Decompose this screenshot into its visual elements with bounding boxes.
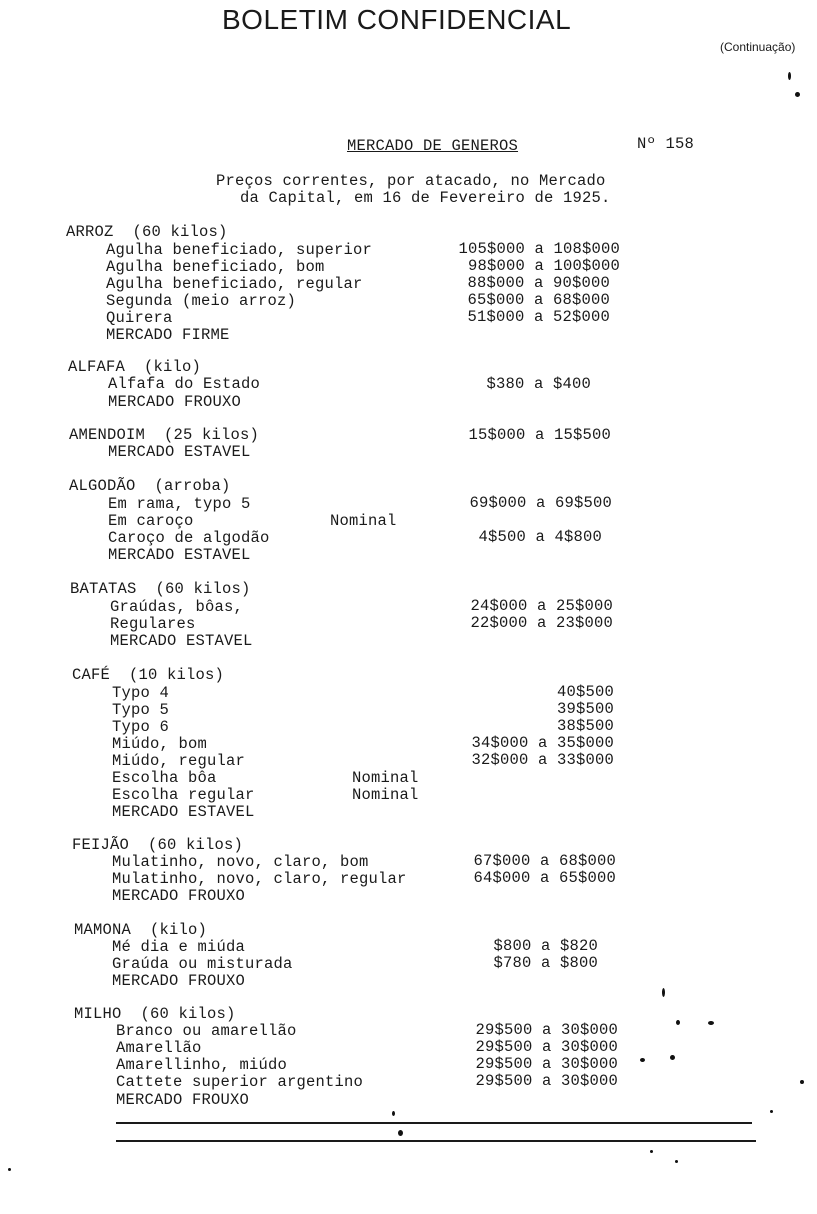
- bulletin-number: Nº 158: [637, 135, 695, 153]
- item-price: 29$500 a 30$000: [475, 1021, 618, 1039]
- scan-speck: [670, 1055, 675, 1060]
- item-price: 105$000 a 108$000: [458, 240, 620, 258]
- item-name: Graúdas, bôas,: [110, 598, 244, 616]
- group-heading: MAMONA (kilo): [74, 921, 208, 939]
- item-name: Caroço de algodão: [108, 529, 270, 547]
- item-name: Segunda (meio arroz): [106, 292, 297, 310]
- item-name: Miúdo, bom: [112, 735, 208, 753]
- market-status: MERCADO ESTAVEL: [110, 632, 253, 650]
- item-price: 39$500: [556, 700, 614, 718]
- group-heading: ARROZ (60 kilos): [66, 223, 228, 241]
- item-name: Amarellão: [116, 1039, 202, 1057]
- item-name: Mulatinho, novo, claro, bom: [112, 853, 369, 871]
- item-name: Graúda ou misturada: [112, 955, 293, 973]
- item-name: Em caroço: [108, 512, 194, 530]
- item-price: $800 a $820: [493, 937, 598, 955]
- item-price: 29$500 a 30$000: [475, 1072, 618, 1090]
- item-price: 38$500: [556, 717, 614, 735]
- intro-line-2: da Capital, em 16 de Fevereiro de 1925.: [240, 189, 611, 207]
- item-name: Branco ou amarellão: [116, 1022, 297, 1040]
- scan-speck: [640, 1058, 645, 1062]
- item-price: 34$000 a 35$000: [471, 734, 614, 752]
- item-price: $780 a $800: [493, 954, 598, 972]
- group-heading: ALFAFA (kilo): [68, 358, 202, 376]
- scan-speck: [662, 988, 665, 997]
- market-status: MERCADO FROUXO: [116, 1091, 250, 1109]
- group-heading: ALGODÃO (arroba): [69, 477, 231, 495]
- market-status: MERCADO FROUXO: [112, 972, 246, 990]
- item-name: Typo 4: [112, 684, 170, 702]
- item-name: Typo 6: [112, 718, 170, 736]
- item-name: Amarellinho, miúdo: [116, 1056, 288, 1074]
- item-price: 98$000 a 100$000: [467, 257, 620, 275]
- group-heading: MILHO (60 kilos): [74, 1005, 236, 1023]
- item-price: 15$000 a 15$500: [468, 426, 611, 444]
- item-note: Nominal: [330, 512, 397, 530]
- scan-speck: [650, 1150, 653, 1153]
- item-name: Alfafa do Estado: [108, 375, 261, 393]
- market-status: MERCADO ESTAVEL: [108, 443, 251, 461]
- item-price: 88$000 a 90$000: [467, 274, 610, 292]
- scan-speck: [708, 1021, 714, 1025]
- scan-speck: [675, 1160, 678, 1163]
- group-heading: AMENDOIM (25 kilos): [69, 426, 260, 444]
- item-price: 32$000 a 33$000: [471, 751, 614, 769]
- item-name: Mé dia e miúda: [112, 938, 246, 956]
- scan-speck: [8, 1168, 11, 1171]
- market-status: MERCADO FROUXO: [108, 393, 242, 411]
- group-heading: CAFÉ (10 kilos): [72, 666, 225, 684]
- item-name: Miúdo, regular: [112, 752, 246, 770]
- item-price: 29$500 a 30$000: [475, 1038, 618, 1056]
- bottom-rule-top: [116, 1122, 752, 1124]
- scan-speck: [770, 1110, 773, 1113]
- item-price: 40$500: [556, 683, 614, 701]
- intro-line-1: Preços correntes, por atacado, no Mercado: [216, 172, 606, 190]
- scan-speck: [392, 1111, 395, 1116]
- item-name: Agulha beneficiado, bom: [106, 258, 325, 276]
- item-name: Agulha beneficiado, regular: [106, 275, 363, 293]
- scan-speck: [795, 92, 800, 97]
- item-price: 4$500 a 4$800: [478, 528, 602, 546]
- group-heading: FEIJÃO (60 kilos): [72, 836, 244, 854]
- item-price: 69$000 a 69$500: [469, 494, 612, 512]
- scan-speck: [676, 1020, 680, 1025]
- item-name: Em rama, typo 5: [108, 495, 251, 513]
- item-note: Nominal: [352, 769, 419, 787]
- item-name: Escolha regular: [112, 786, 255, 804]
- bottom-rule-bottom: [116, 1140, 756, 1142]
- market-status: MERCADO FROUXO: [112, 887, 246, 905]
- item-price: 29$500 a 30$000: [475, 1055, 618, 1073]
- item-price: 51$000 a 52$000: [467, 308, 610, 326]
- item-price: 24$000 a 25$000: [470, 597, 613, 615]
- scan-speck: [398, 1130, 403, 1136]
- item-price: 22$000 a 23$000: [470, 614, 613, 632]
- item-price: 64$000 a 65$000: [473, 869, 616, 887]
- item-name: Mulatinho, novo, claro, regular: [112, 870, 407, 888]
- item-name: Typo 5: [112, 701, 170, 719]
- item-price: 67$000 a 68$000: [473, 852, 616, 870]
- item-name: Agulha beneficiado, superior: [106, 241, 373, 259]
- market-status: MERCADO ESTAVEL: [112, 803, 255, 821]
- scan-speck: [800, 1080, 804, 1084]
- group-heading: BATATAS (60 kilos): [70, 580, 251, 598]
- item-note: Nominal: [352, 786, 419, 804]
- continuation-label: (Continuação): [720, 40, 796, 54]
- market-status: MERCADO ESTAVEL: [108, 546, 251, 564]
- item-name: Regulares: [110, 615, 196, 633]
- bulletin-title: BOLETIM CONFIDENCIAL: [222, 4, 572, 35]
- item-name: Quirera: [106, 309, 173, 327]
- item-price: 65$000 a 68$000: [467, 291, 610, 309]
- item-name: Escolha bôa: [112, 769, 217, 787]
- scan-speck: [788, 72, 791, 80]
- market-status: MERCADO FIRME: [106, 326, 230, 344]
- item-name: Cattete superior argentino: [116, 1073, 364, 1091]
- item-price: $380 a $400: [486, 375, 591, 393]
- section-title: MERCADO DE GENEROS: [347, 137, 519, 155]
